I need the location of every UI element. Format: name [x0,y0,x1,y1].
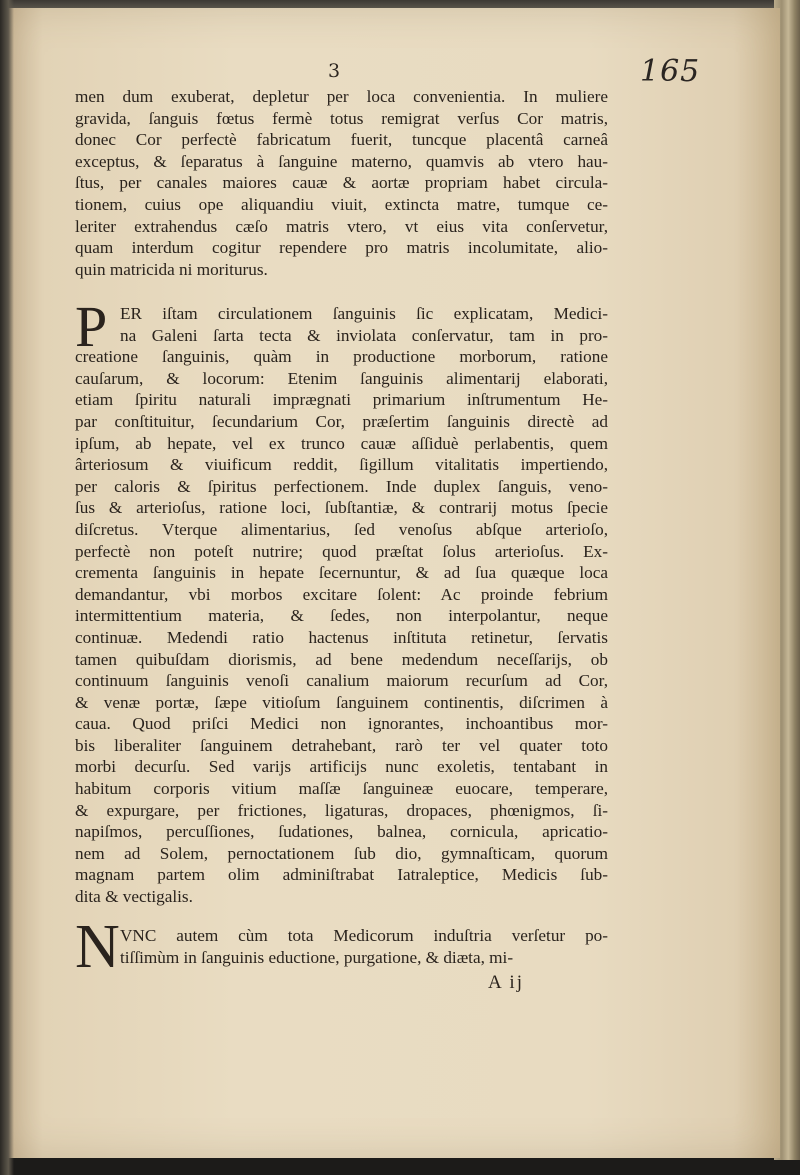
text-line: nem ad Solem, pernoctationem ſub dio, gymnaſticam, quorum [75,843,608,863]
text-line: tiſſimùm in ſanguinis eductione, purgatione, & diæta, mi- [120,947,514,967]
paragraph-1 [75,86,608,280]
signature-mark: A ij [488,972,524,993]
text-line: donec Cor perfectè fabricatum fuerit, tuncque placentâ carneâ [75,130,608,150]
text-line: morbi decurſu. Sed varijs artificijs nunc exoletis, tentabant in [75,757,608,777]
text-line: leriter extrahendus cæſo matris vtero, vt eius vita conſervetur, [75,216,608,236]
text-line: ipſum, ab hepate, vel ex trunco cauæ aſſiduè perlabentis, quem [75,433,608,453]
text-line: & venæ portæ, ſæpe vitioſum ſanguinem continentis, diſcrimen à [75,692,608,712]
text-line: bis liberaliter ſanguinem detrahebant, rarò ter vel quater toto [75,735,608,755]
drop-cap-p: P [75,294,108,359]
text-line: ER iſtam circulationem ſanguinis ſic explicatam, Medici- [120,304,608,323]
text-line: ârteriosum & viuificum reddit, ſigillum vitalitatis impertiendo, [75,455,608,475]
text-line: napiſmos, percuſſiones, ſudationes, balnea, cornicula, apricatio- [75,822,608,842]
text-line: etiam ſpiritu naturali imprægnati primarium inſtrumentum He- [75,390,608,410]
text-line: par conſtituitur, ſecundarium Cor, præſertim ſanguinis directè ad [75,411,608,431]
text-line: tionem, cuius ope aliquandiu viuit, extincta matre, tumque ce- [75,194,608,214]
text-line: intermittentium materia, & ſedes, non interpolantur, neque [75,606,608,626]
folio-handwritten-number: 165 [640,54,701,89]
text-line: na Galeni ſarta tecta & inviolata conſervatur, tam in pro- [120,325,608,345]
text-line: gravida, ſanguis fœtus fermè totus remigrat verſus Cor matris, [75,108,608,128]
text-line: ſtus, per canales maiores cauæ & aortæ propriam habet circula- [75,173,608,193]
page-number: 3 [328,60,341,82]
text-line: demandantur, vbi morbos excitare ſolent: Ac proinde febrium [75,584,608,604]
text-line: magnam partem olim adminiſtrabat Iatraleptice, Medicis ſub- [75,865,608,885]
text-line: cauſarum, & locorum: Etenim ſanguinis alimentarij elaborati, [75,368,608,388]
text-line: continuæ. Medendi ratio hactenus inſtituta retinetur, ſervatis [75,627,608,647]
text-line: quam interdum cogitur rependere pro matris incolumitate, alio- [75,238,608,258]
text-line: men dum exuberat, depletur per loca convenientia. In muliere [75,87,608,106]
text-line: per caloris & ſpiritus perfectionem. Inde duplex ſanguis, veno- [75,476,608,496]
text-line: VNC autem cùm tota Medicorum induſtria verſetur po- [120,926,608,945]
text-line: crementa ſanguinis in hepate ſecernuntur, & ad ſua quæque loca [75,563,608,583]
text-line: tamen quibuſdam diorismis, ad bene medendum neceſſarijs, ob [75,649,608,669]
text-line: dita & vectigalis. [75,887,193,907]
text-line: creatione ſanguinis, quàm in productione morborum, ratione [75,347,608,367]
binding-shadow [0,0,14,1175]
text-line: diſcretus. Vterque alimentarius, ſed venoſus abſque arterioſo, [75,519,608,539]
paragraph-3 [75,925,608,968]
text-line: quin matricida ni moriturus. [75,259,268,279]
paragraph-2 [75,294,608,908]
text-line: continuum ſanguinis venoſi canalium maiorum recurſum ad Cor, [75,671,608,691]
text-line: perfectè non poteſt nutrire; quod præſtat ſolus arterioſus. Ex- [75,541,608,561]
text-line: & expurgare, per frictiones, ligaturas, dropaces, phœnigmos, ſi- [75,800,608,820]
text-line: ſus & arterioſus, ratione loci, ſubſtantiæ, & contrarij motus ſpecie [75,498,608,518]
text-line: exceptus, & ſeparatus à ſanguine materno, quamvis ab vtero hau- [75,151,608,171]
drop-cap-n: N [75,913,120,981]
text-line: caua. Quod priſci Medici non ignorantes, inchoantibus mor- [75,714,608,734]
text-line: habitum corporis vitium maſſæ ſanguineæ euocare, temperare, [75,779,608,799]
